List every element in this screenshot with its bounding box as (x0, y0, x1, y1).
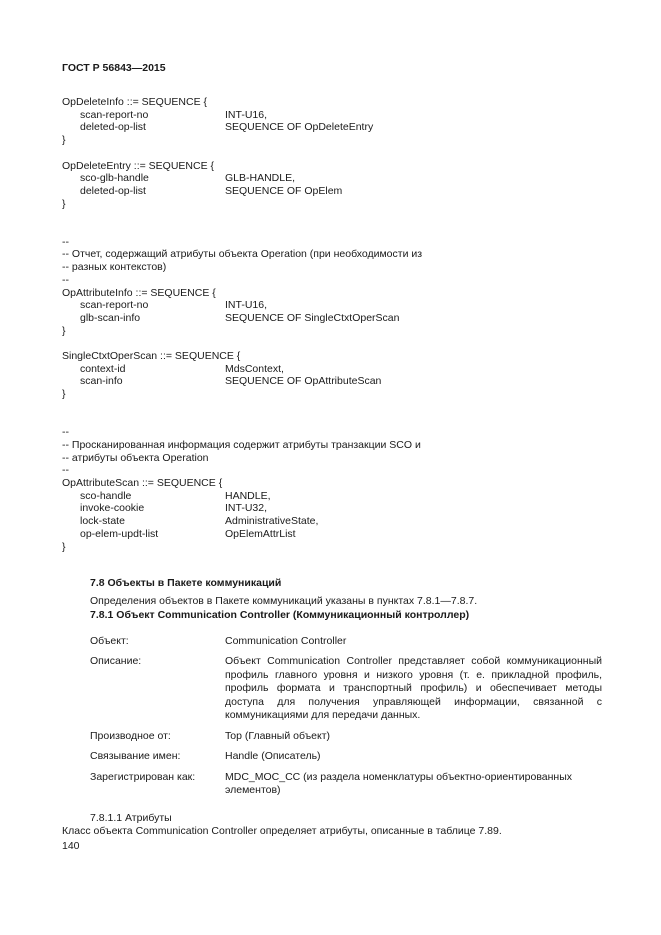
code-text: } (62, 388, 66, 401)
code-comment-line (62, 274, 602, 287)
code-field-type: MdsContext, (225, 362, 284, 375)
definition-label: Объект: (90, 634, 129, 647)
definition-value: Объект Communication Controller представляет собой коммуникационный профиль главного уровня и низкого уровня (т. е. прикладной профиль, профиль формата и транспортный профиль) и обеспечивает методы доступа для получения управляющей информации, связанной с коммуникациями для передачи данных. (225, 655, 602, 722)
page-content (62, 62, 602, 839)
code-text: -- (62, 273, 69, 286)
code-field-type: SEQUENCE OF OpAttributeScan (225, 375, 382, 388)
definition-row-description (90, 655, 602, 723)
code-line (62, 109, 602, 122)
code-text: -- (62, 426, 69, 439)
code-text: } (62, 540, 66, 553)
code-line (62, 185, 602, 198)
code-comment-line (62, 464, 602, 477)
code-text: -- Просканированная информация содержит атрибуты транзакции SCO и (62, 438, 421, 451)
code-blank-line (62, 147, 602, 160)
code-line (62, 198, 602, 211)
code-line (62, 134, 602, 147)
attributes-block (62, 812, 602, 839)
code-text: } (62, 197, 66, 210)
code-field-type: SEQUENCE OF OpElem (225, 184, 343, 197)
code-text: -- (62, 464, 69, 477)
code-blank-lines (62, 401, 602, 426)
code-line (62, 350, 602, 363)
code-text: -- Отчет, содержащий атрибуты объекта Operation (при необходимости из (62, 248, 423, 261)
definition-row-naming (90, 750, 602, 764)
code-line (62, 528, 602, 541)
section-7-8 (90, 577, 602, 798)
code-field-name: lock-state (80, 515, 125, 528)
code-blank-line (62, 337, 602, 350)
code-text: OpAttributeScan ::= SEQUENCE { (62, 477, 223, 490)
code-text: SingleCtxtOperScan ::= SEQUENCE { (62, 350, 241, 363)
code-text: -- атрибуты объекта Operation (62, 451, 209, 464)
code-field-name: sco-handle (80, 489, 132, 502)
code-field-type: INT-U16, (225, 108, 268, 121)
definition-row-registered (90, 771, 602, 798)
code-line (62, 312, 602, 325)
asn1-code-section (62, 96, 602, 553)
code-field-name: glb-scan-info (80, 311, 141, 324)
code-field-name: op-elem-updt-list (80, 527, 159, 540)
code-line (62, 363, 602, 376)
code-comment-line (62, 426, 602, 439)
code-line (62, 375, 602, 388)
code-field-name: deleted-op-list (80, 184, 146, 197)
code-field-type: OpElemAttrList (225, 527, 296, 540)
code-field-type: SEQUENCE OF OpDeleteEntry (225, 121, 374, 134)
code-field-name: scan-report-no (80, 299, 149, 312)
code-line (62, 121, 602, 134)
code-line (62, 502, 602, 515)
definition-list (90, 635, 602, 798)
definition-row-derived (90, 730, 602, 744)
code-field-type: INT-U32, (225, 502, 268, 515)
page-number: 140 (62, 840, 80, 852)
code-line (62, 287, 602, 300)
code-line (62, 172, 602, 185)
code-field-name: scan-info (80, 375, 123, 388)
code-field-type: INT-U16, (225, 299, 268, 312)
code-line (62, 160, 602, 173)
code-text: OpDeleteEntry ::= SEQUENCE { (62, 159, 215, 172)
code-line (62, 325, 602, 338)
definition-value: MDC_MOC_CC (из раздела номенклатуры объектно-ориентированных элементов) (225, 770, 573, 797)
attributes-text: Класс объекта Communication Controller определяет атрибуты, описанные в таблице 7.89. (62, 825, 502, 838)
code-field-type: AdministrativeState, (225, 515, 319, 528)
definition-row-object (90, 635, 602, 649)
code-line (62, 388, 602, 401)
code-field-type: GLB-HANDLE, (225, 172, 296, 185)
code-field-name: invoke-cookie (80, 502, 145, 515)
code-comment-line (62, 452, 602, 465)
code-line (62, 477, 602, 490)
code-line (62, 515, 602, 528)
definition-label: Описание: (90, 655, 142, 668)
code-line (62, 96, 602, 109)
definition-value: Communication Controller (225, 634, 347, 647)
document-header: ГОСТ Р 56843—2015 (62, 62, 166, 74)
code-blank-lines (62, 210, 602, 235)
code-comment-line (62, 261, 602, 274)
code-text: -- (62, 235, 69, 248)
code-field-name: context-id (80, 362, 126, 375)
definition-value: Handle (Описатель) (225, 750, 321, 763)
subsection-heading: 7.8.1 Объект Communication Controller (Коммуникационный контроллер) (90, 609, 470, 622)
section-intro: Определения объектов в Пакете коммуникаций указаны в пунктах 7.8.1—7.8.7. (90, 594, 478, 607)
attributes-heading: 7.8.1.1 Атрибуты (90, 811, 172, 824)
section-heading: 7.8 Объекты в Пакете коммуникаций (90, 577, 282, 590)
code-comment-line (62, 439, 602, 452)
definition-label: Производное от: (90, 729, 171, 742)
code-comment-line (62, 236, 602, 249)
definition-value: Top (Главный объект) (225, 729, 331, 742)
code-line (62, 299, 602, 312)
code-field-type: HANDLE, (225, 489, 271, 502)
definition-label: Зарегистрирован как: (90, 770, 196, 783)
code-field-name: scan-report-no (80, 108, 149, 121)
code-field-name: deleted-op-list (80, 121, 146, 134)
code-field-name: sco-glb-handle (80, 172, 149, 185)
code-text: OpAttributeInfo ::= SEQUENCE { (62, 286, 216, 299)
code-text: } (62, 134, 66, 147)
code-line (62, 541, 602, 554)
code-field-type: SEQUENCE OF SingleCtxtOperScan (225, 311, 400, 324)
definition-label: Связывание имен: (90, 750, 181, 763)
code-text: -- разных контекстов) (62, 261, 167, 274)
code-comment-line (62, 248, 602, 261)
code-text: } (62, 324, 66, 337)
code-text: OpDeleteInfo ::= SEQUENCE { (62, 96, 208, 108)
code-line (62, 490, 602, 503)
